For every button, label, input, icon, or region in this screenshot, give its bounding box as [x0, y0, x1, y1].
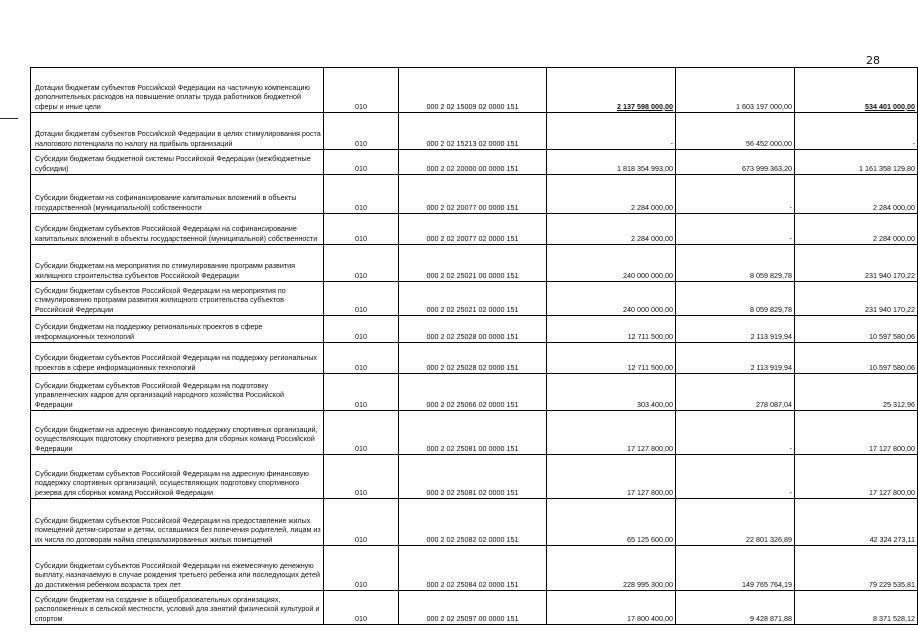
row-plan-amount: 65 125 600,00 — [547, 499, 676, 546]
row-remaining-amount: 17 127 800,00 — [795, 411, 918, 455]
row-description: Субсидии бюджетам субъектов Российской Федерации на подготовку управленческих кадров для организаций народного хозяйства Российской Федерации — [31, 374, 324, 411]
table-row — [31, 316, 918, 343]
row-code: 010 — [324, 374, 399, 411]
table-row — [31, 214, 918, 245]
row-executed-amount: 8 059 829,78 — [676, 245, 795, 282]
row-description: Дотации бюджетам субъектов Российской Федерации в целях стимулирования роста налогового потенциала по налогу на прибыль организаций — [31, 113, 324, 150]
row-plan-amount: 17 800 400,00 — [547, 591, 676, 625]
table-row — [31, 245, 918, 282]
table-row — [31, 499, 918, 546]
row-executed-amount: 22 801 326,89 — [676, 499, 795, 546]
row-code: 010 — [324, 245, 399, 282]
row-description: Субсидии бюджетам на адресную финансовую поддержку спортивных организаций, осуществляющих подготовку спортивного резерва для сборных команд Российской Федерации — [31, 411, 324, 455]
row-remaining-amount: 231 940 170,22 — [795, 282, 918, 316]
row-executed-amount: 1 603 197 000,00 — [676, 68, 795, 113]
row-kbk-code: 000 2 02 20077 02 0000 151 — [399, 214, 547, 245]
row-description: Субсидии бюджетам субъектов Российской Федерации на предоставление жилых помещений детям-сиротам и детям, оставшимся без попечения родителей, лицам из их числа по договорам найма специализированных жилых помещений — [31, 499, 324, 546]
row-remaining-amount: 231 940 170,22 — [795, 245, 918, 282]
table-row — [31, 68, 918, 113]
row-remaining-amount: 2 284 000,00 — [795, 214, 918, 245]
row-kbk-code: 000 2 02 25028 00 0000 151 — [399, 316, 547, 343]
row-code: 010 — [324, 150, 399, 175]
row-code: 010 — [324, 591, 399, 625]
row-kbk-code: 000 2 02 25084 02 0000 151 — [399, 546, 547, 591]
row-executed-amount: 2 113 919,94 — [676, 316, 795, 343]
row-executed-amount: 278 087,04 — [676, 374, 795, 411]
row-executed-amount: 673 999 363,20 — [676, 150, 795, 175]
row-remaining-amount: 25 312,96 — [795, 374, 918, 411]
row-remaining-amount: 1 161 358 129,80 — [795, 150, 918, 175]
row-code: 010 — [324, 214, 399, 245]
row-executed-amount: - — [676, 175, 795, 214]
row-kbk-code: 000 2 02 25066 02 0000 151 — [399, 374, 547, 411]
row-kbk-code: 000 2 02 25081 02 0000 151 — [399, 455, 547, 499]
table-row — [31, 455, 918, 499]
row-kbk-code: 000 2 02 25082 02 0000 151 — [399, 499, 547, 546]
row-description: Субсидии бюджетам субъектов Российской Федерации на софинансирование капитальных вложений в объекты государственной (муниципальной) собственности — [31, 214, 324, 245]
row-plan-amount: 240 000 000,00 — [547, 245, 676, 282]
row-kbk-code: 000 2 02 25097 00 0000 151 — [399, 591, 547, 625]
row-kbk-code: 000 2 02 25081 00 0000 151 — [399, 411, 547, 455]
row-code: 010 — [324, 546, 399, 591]
row-remaining-amount: 42 324 273,11 — [795, 499, 918, 546]
row-executed-amount: 9 428 871,88 — [676, 591, 795, 625]
row-code: 010 — [324, 175, 399, 214]
row-plan-amount: 1 818 354 993,00 — [547, 150, 676, 175]
row-plan-amount: 2 284 000,00 — [547, 214, 676, 245]
row-plan-amount: 17 127 800,00 — [547, 411, 676, 455]
row-plan-amount: 240 000 000,00 — [547, 282, 676, 316]
row-code: 010 — [324, 68, 399, 113]
table-row — [31, 150, 918, 175]
row-kbk-code: 000 2 02 20000 00 0000 151 — [399, 150, 547, 175]
row-description: Субсидии бюджетам субъектов Российской Федерации на мероприятия по стимулированию программ развития жилищного строительства субъектов Российской Федерации — [31, 282, 324, 316]
row-description: Субсидии бюджетам на мероприятия по стимулированию программ развития жилищного строительства субъектов Российской Федерации — [31, 245, 324, 282]
row-plan-amount: 12 711 500,00 — [547, 343, 676, 374]
row-plan-amount: 228 995 300,00 — [547, 546, 676, 591]
row-remaining-amount: 10 597 580,06 — [795, 343, 918, 374]
row-kbk-code: 000 2 02 25028 02 0000 151 — [399, 343, 547, 374]
row-executed-amount: 56 452 000,00 — [676, 113, 795, 150]
table-row — [31, 591, 918, 625]
table-row — [31, 546, 918, 591]
row-executed-amount: 149 765 764,19 — [676, 546, 795, 591]
row-description: Дотации бюджетам субъектов Российской Федерации на частичную компенсацию дополнительных расходов на повышение оплаты труда работников бюджетной сферы и иные цели — [31, 68, 324, 113]
row-code: 010 — [324, 499, 399, 546]
row-description: Субсидии бюджетам на создание в общеобразовательных организациях, расположенных в сельской местности, условий для занятий физической культурой и спортом — [31, 591, 324, 625]
page-number: 28 — [866, 54, 880, 67]
row-code: 010 — [324, 411, 399, 455]
row-description: Субсидии бюджетам субъектов Российской Федерации на адресную финансовую поддержку спортивных организаций, осуществляющих подготовку спортивного резерва для сборных команд Российской Федерации — [31, 455, 324, 499]
row-remaining-amount: 2 284 000,00 — [795, 175, 918, 214]
table-row — [31, 343, 918, 374]
row-description: Субсидии бюджетам на софинансирование капитальных вложений в объекты государственной (муниципальной) собственности — [31, 175, 324, 214]
table-row — [31, 113, 918, 150]
row-remaining-amount: - — [795, 113, 918, 150]
scan-edge-mark — [0, 118, 18, 119]
row-description: Субсидии бюджетам на поддержку региональных проектов в сфере информационных технологий — [31, 316, 324, 343]
row-plan-amount: 2 137 598 000,00 — [547, 68, 676, 113]
table-row — [31, 411, 918, 455]
row-kbk-code: 000 2 02 15213 02 0000 151 — [399, 113, 547, 150]
row-code: 010 — [324, 343, 399, 374]
row-kbk-code: 000 2 02 15009 02 0000 151 — [399, 68, 547, 113]
row-executed-amount: - — [676, 411, 795, 455]
row-kbk-code: 000 2 02 20077 00 0000 151 — [399, 175, 547, 214]
row-description: Субсидии бюджетам бюджетной системы Российской Федерации (межбюджетные субсидии) — [31, 150, 324, 175]
row-code: 010 — [324, 113, 399, 150]
row-remaining-amount: 10 597 580,06 — [795, 316, 918, 343]
row-executed-amount: 8 059 829,78 — [676, 282, 795, 316]
row-executed-amount: - — [676, 214, 795, 245]
row-plan-amount: - — [547, 113, 676, 150]
row-description: Субсидии бюджетам субъектов Российской Федерации на ежемесячную денежную выплату, назначаемую в случае рождения третьего ребенка или последующих детей до достижения ребенком возраста трех лет — [31, 546, 324, 591]
row-plan-amount: 303 400,00 — [547, 374, 676, 411]
row-executed-amount: 2 113 919,94 — [676, 343, 795, 374]
row-kbk-code: 000 2 02 25021 02 0000 151 — [399, 282, 547, 316]
row-remaining-amount: 79 229 535,81 — [795, 546, 918, 591]
table-row — [31, 282, 918, 316]
row-plan-amount: 12 711 500,00 — [547, 316, 676, 343]
row-code: 010 — [324, 316, 399, 343]
row-description: Субсидии бюджетам субъектов Российской Федерации на поддержку региональных проектов в сфере информационных технологий — [31, 343, 324, 374]
row-remaining-amount: 534 401 000,00 — [795, 68, 918, 113]
row-remaining-amount: 17 127 800,00 — [795, 455, 918, 499]
row-plan-amount: 2 284 000,00 — [547, 175, 676, 214]
table-row — [31, 175, 918, 214]
row-kbk-code: 000 2 02 25021 00 0000 151 — [399, 245, 547, 282]
budget-table — [30, 67, 918, 625]
row-code: 010 — [324, 282, 399, 316]
table-row — [31, 374, 918, 411]
row-code: 010 — [324, 455, 399, 499]
row-plan-amount: 17 127 800,00 — [547, 455, 676, 499]
row-remaining-amount: 8 371 528,12 — [795, 591, 918, 625]
row-executed-amount: - — [676, 455, 795, 499]
